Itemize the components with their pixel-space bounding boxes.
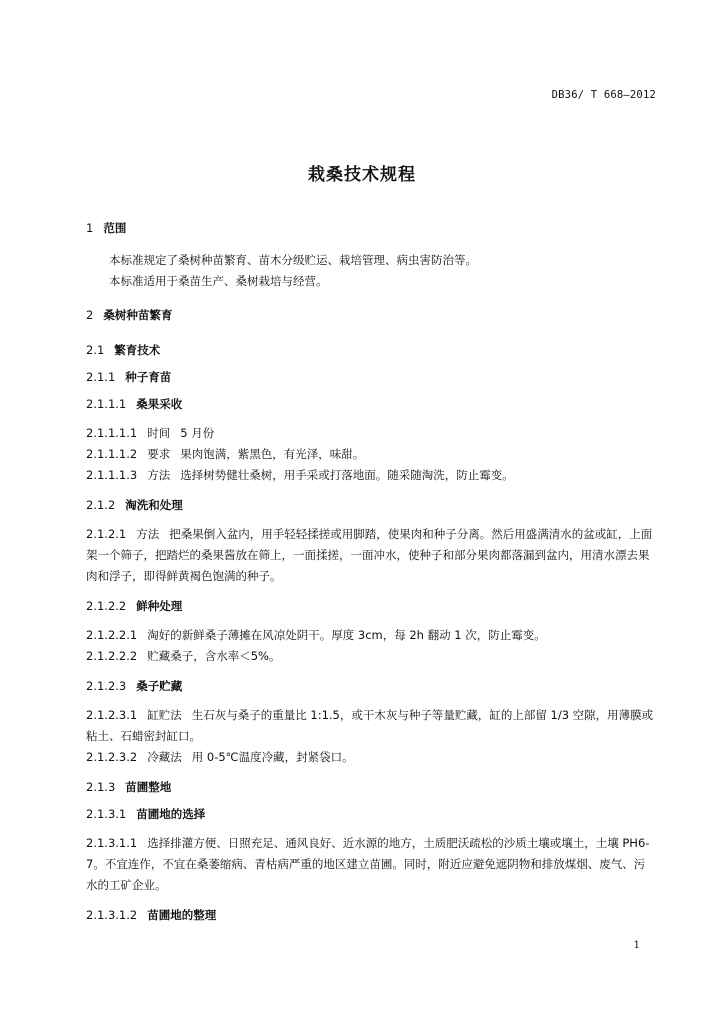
- clause-keyword: 缸贮法: [147, 708, 182, 722]
- paragraph-text: 用 0-5℃温度冷藏，封紧袋口。: [191, 750, 354, 764]
- section-heading: [86, 369, 656, 385]
- section-heading: [86, 342, 656, 358]
- heading-text: 范围: [103, 221, 127, 235]
- heading-text: 桑树种苗繁育: [103, 308, 173, 322]
- clause-keyword: 方法: [147, 468, 171, 482]
- section-heading: [86, 598, 656, 614]
- paragraph: [86, 625, 656, 646]
- paragraph-text: 本标准适用于桑苗生产、桑树栽培与经营。: [109, 274, 328, 288]
- clause-number: 2.1.2.2.2: [86, 649, 138, 663]
- clause-number: 2.1.2: [86, 498, 116, 512]
- heading-text: 鲜种处理: [136, 599, 183, 613]
- clause-number: 2.1.2.2: [86, 599, 127, 613]
- paragraph: [86, 465, 656, 486]
- clause-number: 1: [86, 221, 94, 235]
- paragraph-text: 5 月份: [180, 426, 215, 440]
- paragraph: [86, 271, 656, 292]
- section-heading: [86, 678, 656, 694]
- heading-text: 桑子贮藏: [136, 679, 183, 693]
- section-heading: [86, 307, 656, 323]
- section-heading: [86, 907, 656, 923]
- paragraph-text: 本标准规定了桑树种苗繁育、苗木分级贮运、栽培管理、病虫害防治等。: [109, 253, 477, 267]
- paragraph: [86, 833, 656, 896]
- paragraph-text: 选择排灌方便、日照充足、通风良好、近水源的地方，土质肥沃疏松的沙质土壤或壤土，土壤 PH6-7。不宜连作，不宜在桑萎缩病、青枯病严重的地区建立苗圃。同时，附近应避免遮阴物和排放煤烟、废气、污水的工矿企业。: [86, 836, 650, 892]
- paragraph: [86, 444, 656, 465]
- paragraph-text: 选择树势健壮桑树，用手采或打落地面。随采随淘洗，防止霉变。: [180, 468, 514, 482]
- paragraph-text: 把桑果倒入盆内，用手轻轻揉搓或用脚踏，使果肉和种子分离。然后用盛满清水的盆或缸，上面架一个筛子，把踏烂的桑果酱放在筛上，一面揉搓，一面冲水，使种子和部分果肉都落漏到盆内，用清水漂去果肉和浮子，即得鲜黄褐色饱满的种子。: [86, 527, 653, 583]
- clause-keyword: 时间: [147, 426, 171, 440]
- clause-number: 2.1.1.1.3: [86, 468, 138, 482]
- heading-text: 苗圃地的选择: [136, 807, 206, 821]
- paragraph: [86, 250, 656, 271]
- section-heading: [86, 806, 656, 822]
- clause-number: 2.1.3: [86, 780, 116, 794]
- clause-keyword: 要求: [147, 447, 171, 461]
- paragraph: [86, 646, 656, 667]
- clause-number: 2.1.1.1.1: [86, 426, 138, 440]
- clause-number: 2.1.1.1: [86, 397, 127, 411]
- paragraph: [86, 524, 656, 587]
- heading-text: 苗圃地的整理: [147, 908, 217, 922]
- clause-number: 2.1.1: [86, 370, 116, 384]
- paragraph: [86, 747, 656, 768]
- clause-number: 2.1.3.1.2: [86, 908, 138, 922]
- paragraph-text: 果肉饱满，紫黑色，有光泽，味甜。: [180, 447, 365, 461]
- document-title: 栽桑技术规程: [308, 165, 416, 185]
- heading-text: 种子育苗: [125, 370, 172, 384]
- heading-text: 桑果采收: [136, 397, 183, 411]
- heading-text: 苗圃整地: [125, 780, 172, 794]
- clause-number: 2.1.2.1: [86, 527, 127, 541]
- clause-number: 2: [86, 308, 94, 322]
- section-heading: [86, 220, 656, 236]
- section-heading: [86, 497, 656, 513]
- clause-number: 2.1.2.3: [86, 679, 127, 693]
- clause-number: 2.1.3.1: [86, 807, 127, 821]
- document-body: [86, 220, 656, 923]
- page-number: 1: [633, 940, 640, 951]
- section-heading: [86, 779, 656, 795]
- heading-text: 繁育技术: [114, 343, 161, 357]
- standard-code: DB36/ T 668—2012: [551, 89, 656, 101]
- clause-keyword: 方法: [136, 527, 160, 541]
- section-heading: [86, 396, 656, 412]
- paragraph-text: 生石灰与桑子的重量比 1:1.5，或干木灰与种子等量贮藏，缸的上部留 1/3 空隙，用薄膜或粘土、石蜡密封缸口。: [86, 708, 654, 743]
- clause-number: 2.1.1.1.2: [86, 447, 138, 461]
- clause-number: 2.1: [86, 343, 105, 357]
- heading-text: 淘洗和处理: [125, 498, 183, 512]
- clause-number: 2.1.2.2.1: [86, 628, 138, 642]
- clause-number: 2.1.2.3.1: [86, 708, 138, 722]
- clause-keyword: 冷藏法: [147, 750, 182, 764]
- paragraph-text: 淘好的新鲜桑子薄摊在风凉处阴干。厚度 3cm，每 2h 翻动 1 次，防止霉变。: [147, 628, 546, 642]
- paragraph-text: 贮藏桑子，含水率＜5%。: [147, 649, 281, 663]
- paragraph: [86, 423, 656, 444]
- clause-number: 2.1.3.1.1: [86, 836, 138, 850]
- clause-number: 2.1.2.3.2: [86, 750, 138, 764]
- paragraph: [86, 705, 656, 747]
